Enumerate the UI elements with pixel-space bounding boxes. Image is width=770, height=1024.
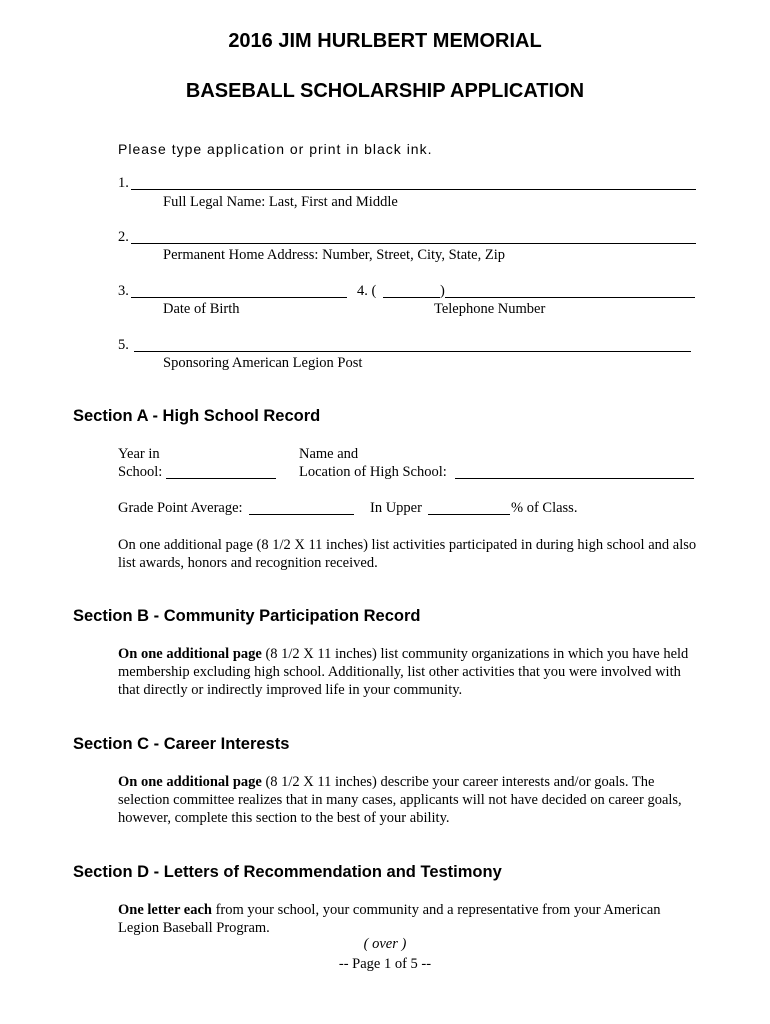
section-d-heading: Section D - Letters of Recommendation and Testimony [73, 863, 502, 881]
field-5-number: 5. [118, 337, 129, 353]
section-d-bold-lead: One letter each [118, 902, 212, 918]
section-a-heading: Section A - High School Record [73, 407, 321, 425]
area-code-line[interactable] [383, 297, 440, 298]
page-number: -- Page 1 of 5 -- [338, 956, 432, 972]
high-school-location-line[interactable] [455, 478, 694, 479]
section-b-heading: Section B - Community Participation Record [73, 607, 421, 625]
full-name-label: Full Legal Name: Last, First and Middle [163, 194, 398, 210]
legion-post-label: Sponsoring American Legion Post [163, 355, 363, 371]
section-c-bold-lead: On one additional page [118, 774, 262, 790]
telephone-line[interactable] [445, 297, 695, 298]
over-note: ( over ) [363, 936, 407, 952]
date-of-birth-label: Date of Birth [163, 301, 240, 317]
section-c-paragraph [118, 773, 698, 827]
section-d-text: from your school, your community and a representative from your American Legion Baseball Program. [118, 902, 661, 936]
year-in-label: Year in [118, 446, 160, 462]
home-address-label: Permanent Home Address: Number, Street, City, State, Zip [163, 247, 505, 263]
name-and-label: Name and [299, 446, 359, 462]
gpa-label: Grade Point Average: [118, 500, 243, 516]
telephone-label: Telephone Number [434, 301, 546, 317]
section-d-paragraph [118, 901, 698, 937]
area-code-close-paren: ) [440, 283, 445, 299]
instruction-text: Please type application or print in black ink. [118, 141, 433, 157]
school-year-line[interactable] [166, 478, 276, 479]
form-title-line-2: BASEBALL SCHOLARSHIP APPLICATION [185, 80, 585, 102]
high-school-location-label: Location of High School: [299, 464, 447, 480]
field-1-number: 1. [118, 175, 129, 191]
home-address-line[interactable] [131, 243, 696, 244]
form-title-line-1: 2016 JIM HURLBERT MEMORIAL [228, 30, 542, 52]
date-of-birth-line[interactable] [131, 297, 347, 298]
legion-post-line[interactable] [134, 351, 691, 352]
section-b-paragraph [118, 645, 698, 699]
field-4-number: 4. ( [357, 283, 377, 299]
section-a-paragraph: On one additional page (8 1/2 X 11 inches) list activities participated in during high school and also list awards, honors and recognition received. [118, 537, 697, 571]
school-year-label: School: [118, 464, 163, 480]
section-b-bold-lead: On one additional page [118, 646, 262, 662]
field-3-number: 3. [118, 283, 129, 299]
class-rank-line[interactable] [428, 514, 510, 515]
class-rank-label: In Upper [370, 500, 422, 516]
class-rank-suffix: % of Class. [511, 500, 578, 516]
section-b-text: (8 1/2 X 11 inches) list community organizations in which you have held membership excluding high school. Additionally, list other activities that you were involved with that directly or indirectly improved life in your community. [118, 646, 689, 698]
section-c-heading: Section C - Career Interests [73, 735, 290, 753]
full-name-line[interactable] [131, 189, 696, 190]
field-2-number: 2. [118, 229, 129, 245]
gpa-line[interactable] [249, 514, 354, 515]
section-c-text: (8 1/2 X 11 inches) describe your career interests and/or goals. The selection committee realizes that in many cases, applicants will not have decided on career goals, however, complete this section to the best of your ability. [118, 774, 682, 826]
